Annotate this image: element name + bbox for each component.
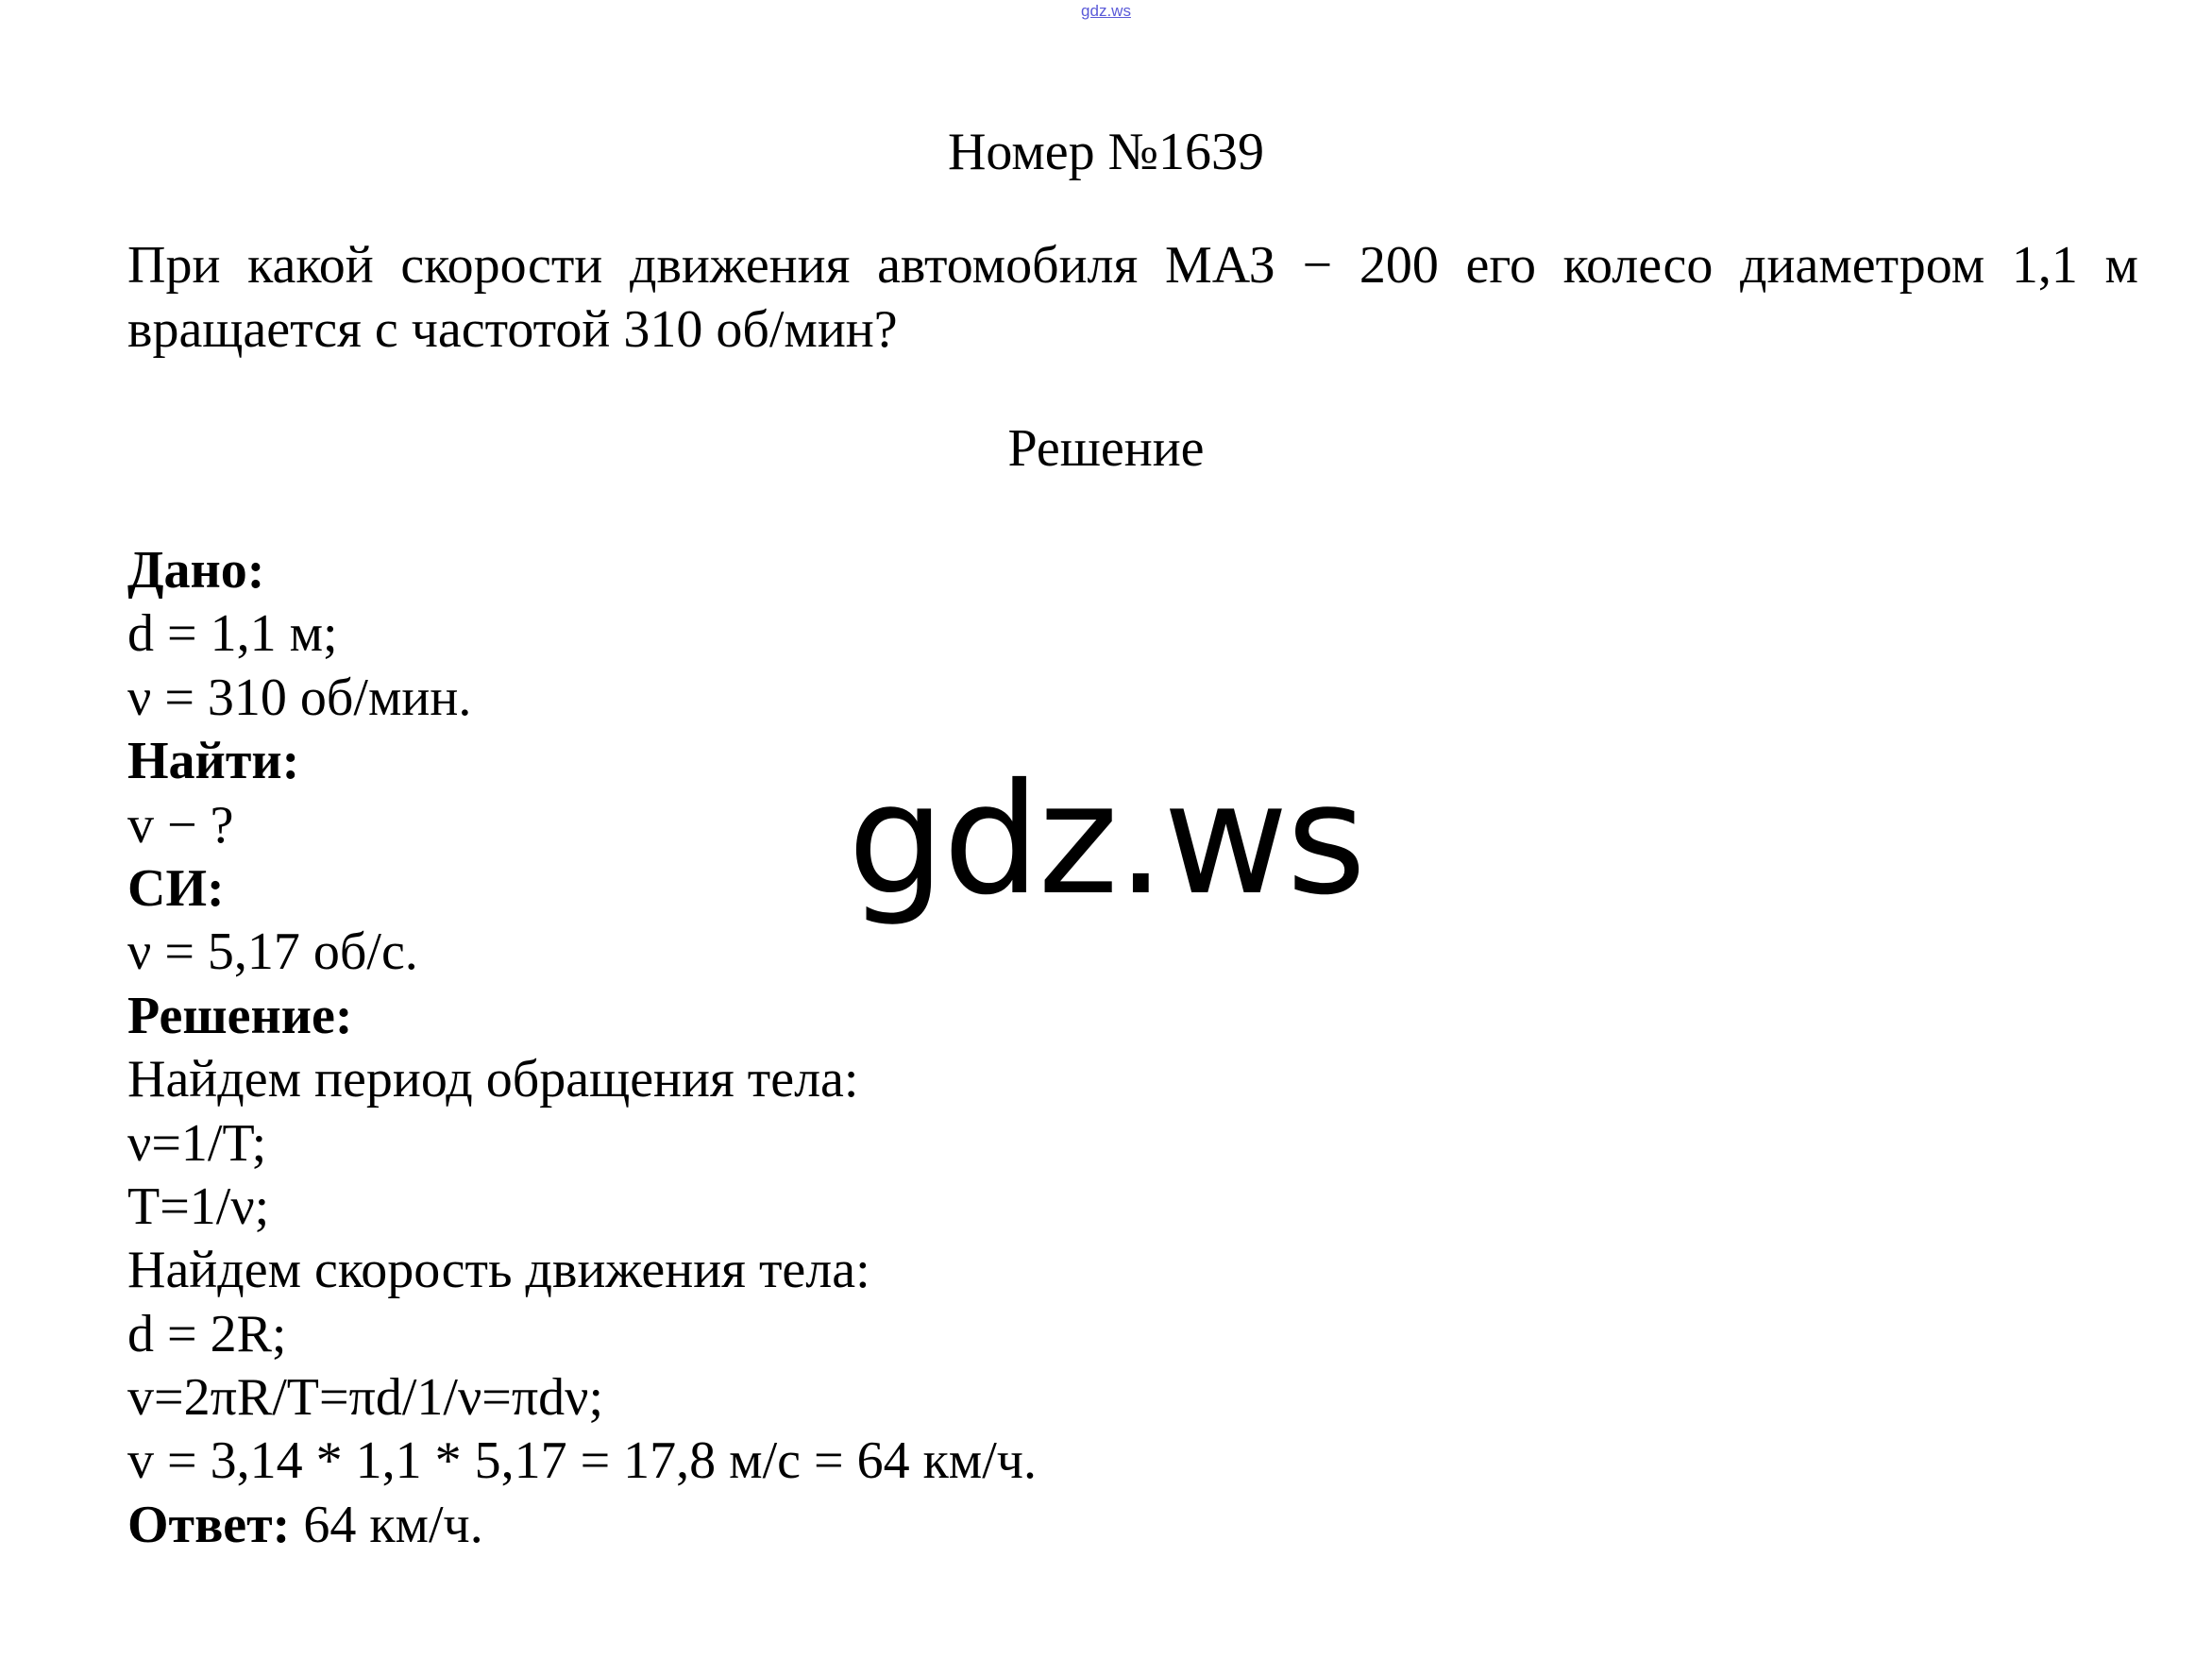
watermark: gdz.ws — [847, 752, 1365, 929]
given-line: d = 1,1 м; — [127, 604, 338, 664]
given-line: ν = 310 об/мин. — [127, 668, 472, 727]
given-label: Дано: — [127, 541, 265, 600]
solution-line: v=2πR/T=πd/1/ν=πdν; — [127, 1368, 603, 1428]
answer-line — [127, 1494, 1827, 1557]
solution-body — [127, 539, 1827, 1557]
solution-heading: Решение — [1007, 419, 1205, 478]
solution-line: ν=1/T; — [127, 1113, 267, 1173]
site-link[interactable]: gdz.ws — [1081, 2, 1131, 20]
find-label: Найти: — [127, 732, 300, 791]
solution-line: Найдем период обращения тела: — [127, 1050, 859, 1109]
solution-label: Решение: — [127, 986, 353, 1045]
page-title: Номер №1639 — [947, 123, 1265, 181]
answer-value: 64 км/ч. — [290, 1495, 483, 1554]
solution-line: d = 2R; — [127, 1304, 287, 1363]
solution-line: v = 3,14 * 1,1 * 5,17 = 17,8 м/с = 64 км/ч. — [127, 1431, 1037, 1491]
answer-label: Ответ: — [127, 1495, 291, 1554]
find-line: v − ? — [127, 795, 234, 855]
problem-statement: При какой скорости движения автомобиля МАЗ − 200 его колесо диаметром 1,1 м вращается с частотой 310 об/мин? — [127, 236, 2138, 359]
si-label: СИ: — [127, 858, 225, 918]
solution-line: Найдем скорость движения тела: — [127, 1241, 870, 1300]
solution-line: T=1/ν; — [127, 1177, 270, 1236]
si-line: ν = 5,17 об/с. — [127, 923, 418, 982]
